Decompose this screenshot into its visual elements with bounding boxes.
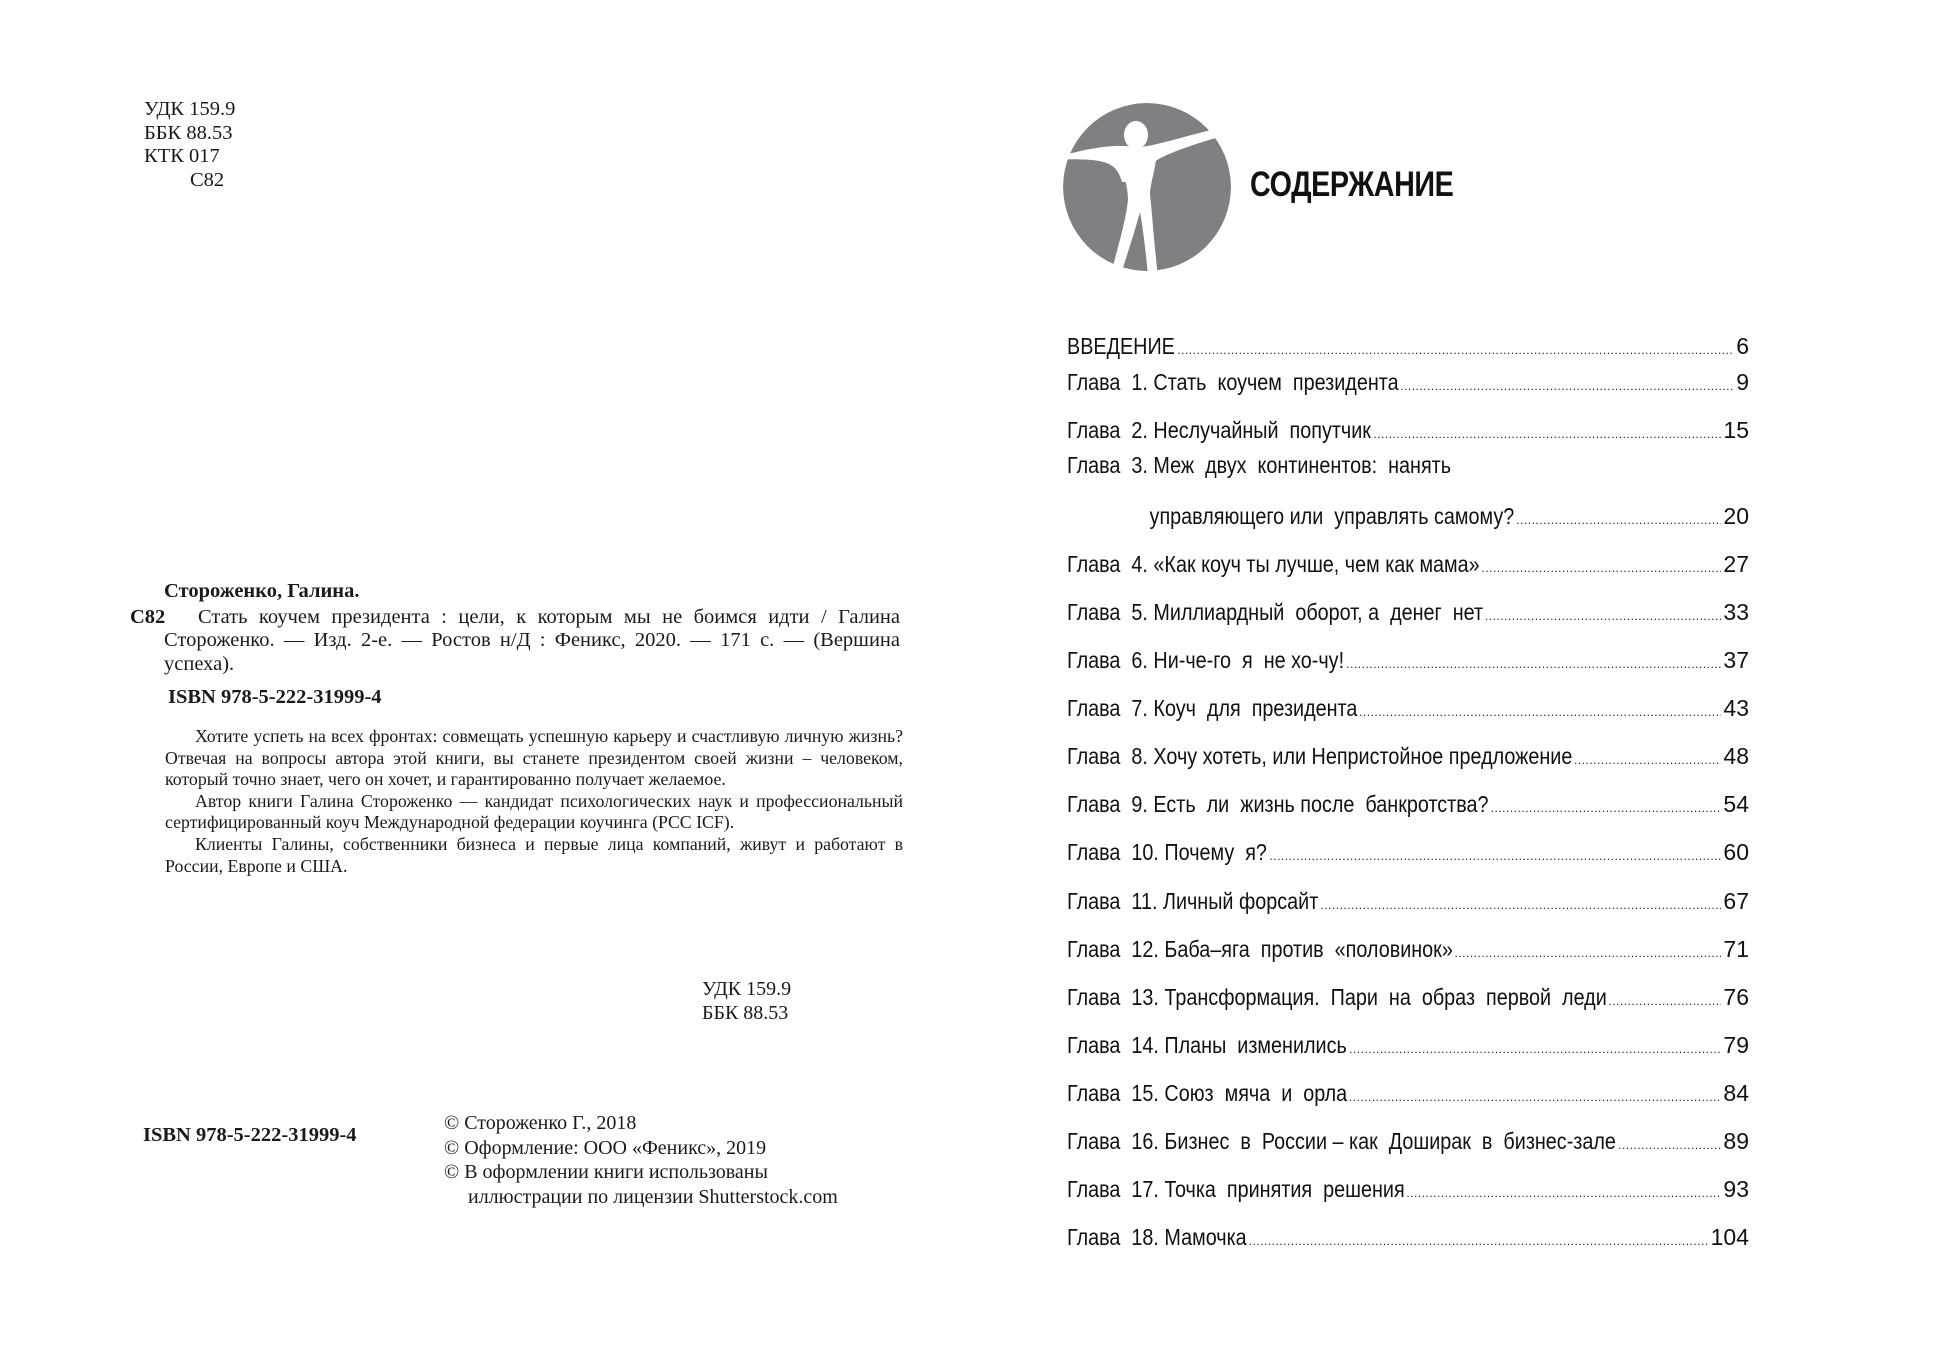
record-body: [130, 606, 900, 677]
toc-entry-prefix: Глава 15.: [1067, 1080, 1159, 1106]
toc-entry-label: [1067, 1080, 1347, 1107]
toc-entry[interactable]: [1067, 330, 1749, 360]
human-figure-logo-icon: [1062, 102, 1232, 272]
toc-entry-title: Миллиардный оборот, а денег нет: [1153, 599, 1484, 625]
toc-entry-title: Бизнес в России – как Доширак в бизнес-зале: [1164, 1128, 1616, 1154]
toc-entry-title: управляющего или управлять самому?: [1149, 503, 1515, 529]
record-cipher: С82: [130, 605, 166, 628]
toc-entry-label: [1067, 1176, 1405, 1203]
toc-entry-label: [1067, 888, 1318, 915]
toc-dot-leader: [1249, 1235, 1709, 1247]
annotation-paragraph: Клиенты Галины, собственники бизнеса и первые лица компаний, живут и работают в России, Европе и США.: [165, 833, 903, 876]
copyright-design: © Оформление: ООО «Феникс», 2019: [444, 1136, 767, 1159]
toc-entry-prefix: Глава 8.: [1067, 743, 1148, 769]
toc-entry-label: [1067, 551, 1480, 578]
toc-entry-page-number: 84: [1723, 1080, 1749, 1106]
toc-entry-title: Баба–яга против «половинок»: [1164, 936, 1453, 962]
toc-entry-prefix: Глава 4.: [1067, 551, 1148, 577]
toc-entry-title: Есть ли жизнь после банкротства?: [1153, 791, 1489, 817]
toc-entry-title: Почему я?: [1164, 839, 1267, 865]
toc-entry[interactable]: [1067, 933, 1749, 963]
toc-entry-title-line1: Меж двух континентов: нанять: [1153, 452, 1452, 478]
toc-entry-page-number: 89: [1723, 1128, 1749, 1154]
toc-entry[interactable]: [1067, 788, 1749, 818]
toc-entry-title: «Как коуч ты лучше, чем как мама»: [1153, 551, 1480, 577]
toc-entry-page-number: 93: [1723, 1176, 1749, 1202]
record-isbn: ISBN 978-5-222-31999-4: [168, 686, 382, 708]
toc-entry-page-number: 79: [1723, 1032, 1749, 1058]
toc-dot-leader: [1406, 1187, 1721, 1199]
toc-entry-page-number: 60: [1723, 839, 1749, 865]
toc-entry[interactable]: [1067, 366, 1749, 396]
toc-dot-leader: [1269, 850, 1721, 862]
toc-entry-prefix: Глава 3.: [1067, 452, 1148, 478]
toc-entry[interactable]: [1067, 644, 1749, 674]
toc-entry-title: Неслучайный попутчик: [1153, 417, 1371, 443]
classification-codes-bottom: [702, 978, 791, 1025]
toc-entry-prefix: Глава 16.: [1067, 1128, 1159, 1154]
toc-entry-label: [1067, 743, 1572, 770]
toc-entry[interactable]: [1067, 1125, 1749, 1155]
toc-dot-leader: [1481, 562, 1721, 574]
toc-entry-prefix: Глава 9.: [1067, 791, 1148, 817]
toc-entry-label: [1067, 599, 1483, 626]
bbk-code-bottom: ББК 88.53: [702, 1001, 789, 1024]
udk-code: УДК 159.9: [144, 98, 236, 120]
bibliographic-record: [130, 580, 900, 710]
toc-entry-page-number: 37: [1723, 647, 1749, 673]
record-author: Стороженко, Галина.: [164, 580, 360, 602]
toc-dot-leader: [1400, 380, 1734, 392]
toc-entry-page-number: 27: [1723, 551, 1749, 577]
annotation: [165, 726, 903, 877]
toc-entry-page-number: 6: [1736, 333, 1749, 359]
toc-entry[interactable]: [1067, 1077, 1749, 1107]
udk-code-bottom: УДК 159.9: [702, 978, 792, 1000]
author-sign: С82: [190, 168, 225, 191]
copyright-illustrations: © В оформлении книги использованы: [444, 1161, 768, 1183]
toc-entry-first-line: [1067, 452, 1514, 479]
toc-dot-leader: [1491, 802, 1722, 814]
toc-dot-leader: [1320, 899, 1721, 911]
toc-entry[interactable]: [1067, 836, 1749, 866]
toc-entry-prefix: Глава 6.: [1067, 647, 1148, 673]
toc-entry-label: [1067, 647, 1344, 674]
toc-entry[interactable]: [1067, 1029, 1749, 1059]
toc-entry-title: Стать коучем президента: [1153, 369, 1399, 395]
toc-entry-prefix: Глава 17.: [1067, 1176, 1159, 1202]
ktk-code: КТК 017: [144, 145, 220, 167]
toc-entry-label: [1067, 839, 1267, 866]
toc-entry[interactable]: [1067, 981, 1749, 1011]
bbk-code: ББК 88.53: [144, 121, 233, 144]
toc-entry-prefix: Глава 1.: [1067, 369, 1148, 395]
toc-entry-title: Ни-че-го я не хо-чу!: [1153, 647, 1345, 673]
toc-entry-title: Личный форсайт: [1162, 888, 1319, 914]
toc-dot-leader: [1516, 514, 1721, 526]
contents-title: СОДЕРЖАНИЕ: [1250, 165, 1454, 204]
toc-entry-page-number: 48: [1723, 743, 1749, 769]
annotation-paragraph: Автор книги Галина Стороженко — кандидат психологических наук и профессиональный сертифицированный коуч Международной федерации коучинга (PCC ICF).: [165, 790, 903, 833]
toc-entry[interactable]: [1067, 548, 1749, 578]
toc-entry-page-number: 9: [1736, 369, 1749, 395]
toc-dot-leader: [1349, 1091, 1722, 1103]
toc-entry[interactable]: [1067, 596, 1749, 626]
toc-entry[interactable]: [1067, 500, 1749, 530]
toc-entry-title: Хочу хотеть, или Непристойное предложение: [1153, 743, 1573, 769]
toc-entry-page-number: 67: [1723, 888, 1749, 914]
toc-entry-label: [1067, 1032, 1347, 1059]
toc-entry-label: [1067, 503, 1514, 530]
record-description: Стать коучем президента : цели, к которым мы не боимся идти / Галина Стороженко. — Изд. 2-е. — Ростов н/Д : Феникс, 2020. — 171 с. — (Вершина успеха).: [164, 605, 900, 675]
toc-entry-title: Трансформация. Пари на образ первой леди: [1164, 984, 1607, 1010]
toc-entry-label: [1067, 936, 1453, 963]
toc-entry[interactable]: [1067, 1221, 1749, 1251]
toc-dot-leader: [1349, 1043, 1721, 1055]
toc-entry-title: Мамочка: [1164, 1224, 1247, 1250]
toc-entry-title: Коуч для президента: [1153, 695, 1358, 721]
toc-dot-leader: [1177, 344, 1734, 356]
toc-entry-prefix: Глава 10.: [1067, 839, 1159, 865]
toc-entry-label: [1067, 1128, 1616, 1155]
toc-entry-prefix: Глава 18.: [1067, 1224, 1159, 1250]
toc-entry-prefix: Глава 5.: [1067, 599, 1148, 625]
copyright-notices: [444, 1111, 838, 1209]
toc-entry-label: [1067, 369, 1399, 396]
toc-entry-label: [1067, 333, 1175, 360]
toc-entry-label: [1067, 984, 1607, 1011]
toc-entry-title: ВВЕДЕНИЕ: [1067, 333, 1175, 359]
toc-entry-page-number: 15: [1723, 417, 1749, 443]
toc-entry-prefix: Глава 7.: [1067, 695, 1148, 721]
toc-entry-page-number: 71: [1723, 936, 1749, 962]
toc-dot-leader: [1346, 658, 1721, 670]
toc-dot-leader: [1574, 754, 1721, 766]
toc-entry[interactable]: [1067, 692, 1749, 722]
toc-entry-prefix: Глава 11.: [1067, 888, 1158, 914]
toc-entry-prefix: Глава 13.: [1067, 984, 1159, 1010]
annotation-paragraph: Хотите успеть на всех фронтах: совмещать успешную карьеру и счастливую личную жизнь? Отвечая на вопросы автора этой книги, вы станете президентом своей жизни – человеком, который точно знает, чего он хочет, и гарантированно получает желаемое.: [165, 726, 903, 790]
toc-entry-title: Союз мяча и орла: [1164, 1080, 1348, 1106]
toc-dot-leader: [1373, 428, 1721, 440]
classification-codes: [144, 98, 235, 192]
toc-entry-title: Планы изменились: [1164, 1032, 1347, 1058]
toc-entry[interactable]: [1067, 1173, 1749, 1203]
toc-dot-leader: [1485, 610, 1721, 622]
toc-dot-leader: [1618, 1139, 1721, 1151]
toc-entry-page-number: 104: [1710, 1224, 1749, 1250]
contents-page: [973, 0, 1946, 1351]
copyright-author: © Стороженко Г., 2018: [444, 1112, 637, 1134]
toc-entry-label: [1067, 695, 1357, 722]
toc-entry[interactable]: [1067, 740, 1749, 770]
toc-entry[interactable]: [1067, 885, 1749, 915]
toc-entry-page-number: 54: [1723, 791, 1749, 817]
toc-entry-page-number: 76: [1723, 984, 1749, 1010]
toc-entry-label: [1067, 791, 1489, 818]
toc-entry-page-number: 33: [1723, 599, 1749, 625]
toc-dot-leader: [1608, 995, 1721, 1007]
toc-entry-page-number: 43: [1723, 695, 1749, 721]
toc-entry-page-number: 20: [1723, 503, 1749, 529]
isbn-bottom: ISBN 978-5-222-31999-4: [143, 1124, 357, 1146]
toc-entry-prefix: Глава 2.: [1067, 417, 1148, 443]
toc-dot-leader: [1359, 706, 1721, 718]
toc-entry-label: [1067, 417, 1371, 444]
toc-entry-prefix: Глава 12.: [1067, 936, 1159, 962]
toc-entry-title: Точка принятия решения: [1164, 1176, 1405, 1202]
toc-entry[interactable]: [1067, 414, 1749, 444]
toc-entry-label: [1067, 1224, 1247, 1251]
toc-entry-prefix: Глава 14.: [1067, 1032, 1159, 1058]
copyright-license: иллюстрации по лицензии Shutterstock.com: [468, 1185, 838, 1208]
toc-dot-leader: [1454, 947, 1721, 959]
